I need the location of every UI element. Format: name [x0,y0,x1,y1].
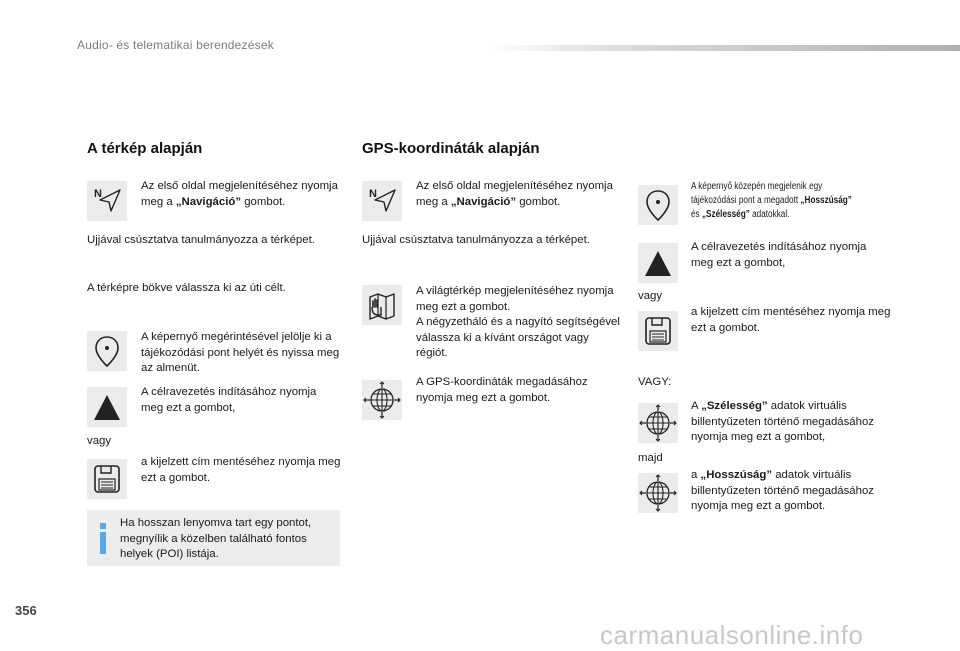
navigation-triangle-icon [638,243,678,283]
middle-step2-line: A világtérkép megjelenítéséhez nyomja meg ezt a gombot. [416,285,614,313]
map-pin-icon [87,331,127,371]
left-or-text: vagy [87,435,112,447]
right-note-text [691,180,852,222]
right-note-line-2: tájékozódási pont a megadott „Hosszúság” [691,195,852,206]
info-text: Ha hosszan lenyomva tart egy pontot, megnyílik a közelben található fontos helyek (POI) listája. [120,517,312,560]
middle-step1-text: Az első oldal megjelenítéséhez nyomja meg a „Navigáció” gombot. [416,180,613,208]
save-icon [638,311,678,351]
left-step2-text: A képernyő megérintésével jelölje ki a tájékozódási pont helyét és nyissa meg az almenüt. [141,331,340,374]
navigation-icon [362,181,402,221]
running-header: Audio- és telematikai berendezések [77,38,274,52]
navigation-triangle-icon [87,387,127,427]
right-latitude-text: A „Szélesség” adatok virtuális billentyűzeten történő megadásához nyomja meg ezt a gombot, [691,400,875,443]
watermark: carmanualsonline.info [600,620,864,650]
svg-text:N: N [369,188,377,200]
left-paragraph-1: Ujjával csúsztatva tanulmányozza a térképet. [87,234,315,246]
right-then-text: majd [638,452,663,464]
right-note-line-3: és „Szélesség” adatokkal. [691,209,790,220]
right-note-line-1: A képernyő közepén megjelenik egy [691,181,823,192]
middle-paragraph-1: Ujjával csúsztatva tanulmányozza a térképet. [362,234,590,246]
globe-coordinates-icon [362,380,402,420]
globe-latitude-icon [638,403,678,443]
globe-longitude-icon [638,473,678,513]
middle-step3-text: A GPS-koordináták megadásához nyomja meg ezt a gombot. [416,376,588,404]
right-longitude-text: a „Hosszúság” adatok virtuális billentyűzeten történő megadásához nyomja meg ezt a gombot. [691,469,875,512]
left-paragraph-2: A térképre bökve válassza ki az úti célt. [87,282,286,294]
left-heading: A térkép alapján [87,140,203,157]
right-or-caps-text: VAGY: [638,376,672,388]
right-or-text: vagy [638,290,663,302]
world-map-icon [362,285,402,325]
middle-heading: GPS-koordináták alapján [362,140,540,157]
left-step3-text: A célravezetés indításához nyomja meg ezt a gombot, [141,386,317,414]
save-icon [87,459,127,499]
right-nav-text: A célravezetés indításához nyomja meg ezt a gombot, [691,241,867,269]
right-save-text: a kijelzett cím mentéséhez nyomja meg ezt a gombot. [691,306,891,334]
navigation-icon [87,181,127,221]
header-gradient-bar [488,45,960,51]
info-box [87,510,340,566]
page-number: 356 [15,603,37,618]
left-step1-text: Az első oldal megjelenítéséhez nyomja meg a „Navigáció” gombot. [141,180,338,208]
info-icon [97,519,109,557]
map-pin-icon [638,185,678,225]
middle-step2-text [416,284,621,362]
middle-step2b-line: A négyzetháló és a nagyító segítségével válassza ki a kívánt országot vagy régiót. [416,316,620,359]
svg-text:N: N [94,188,102,200]
left-step4-text: a kijelzett cím mentéséhez nyomja meg ezt a gombot. [141,456,341,484]
